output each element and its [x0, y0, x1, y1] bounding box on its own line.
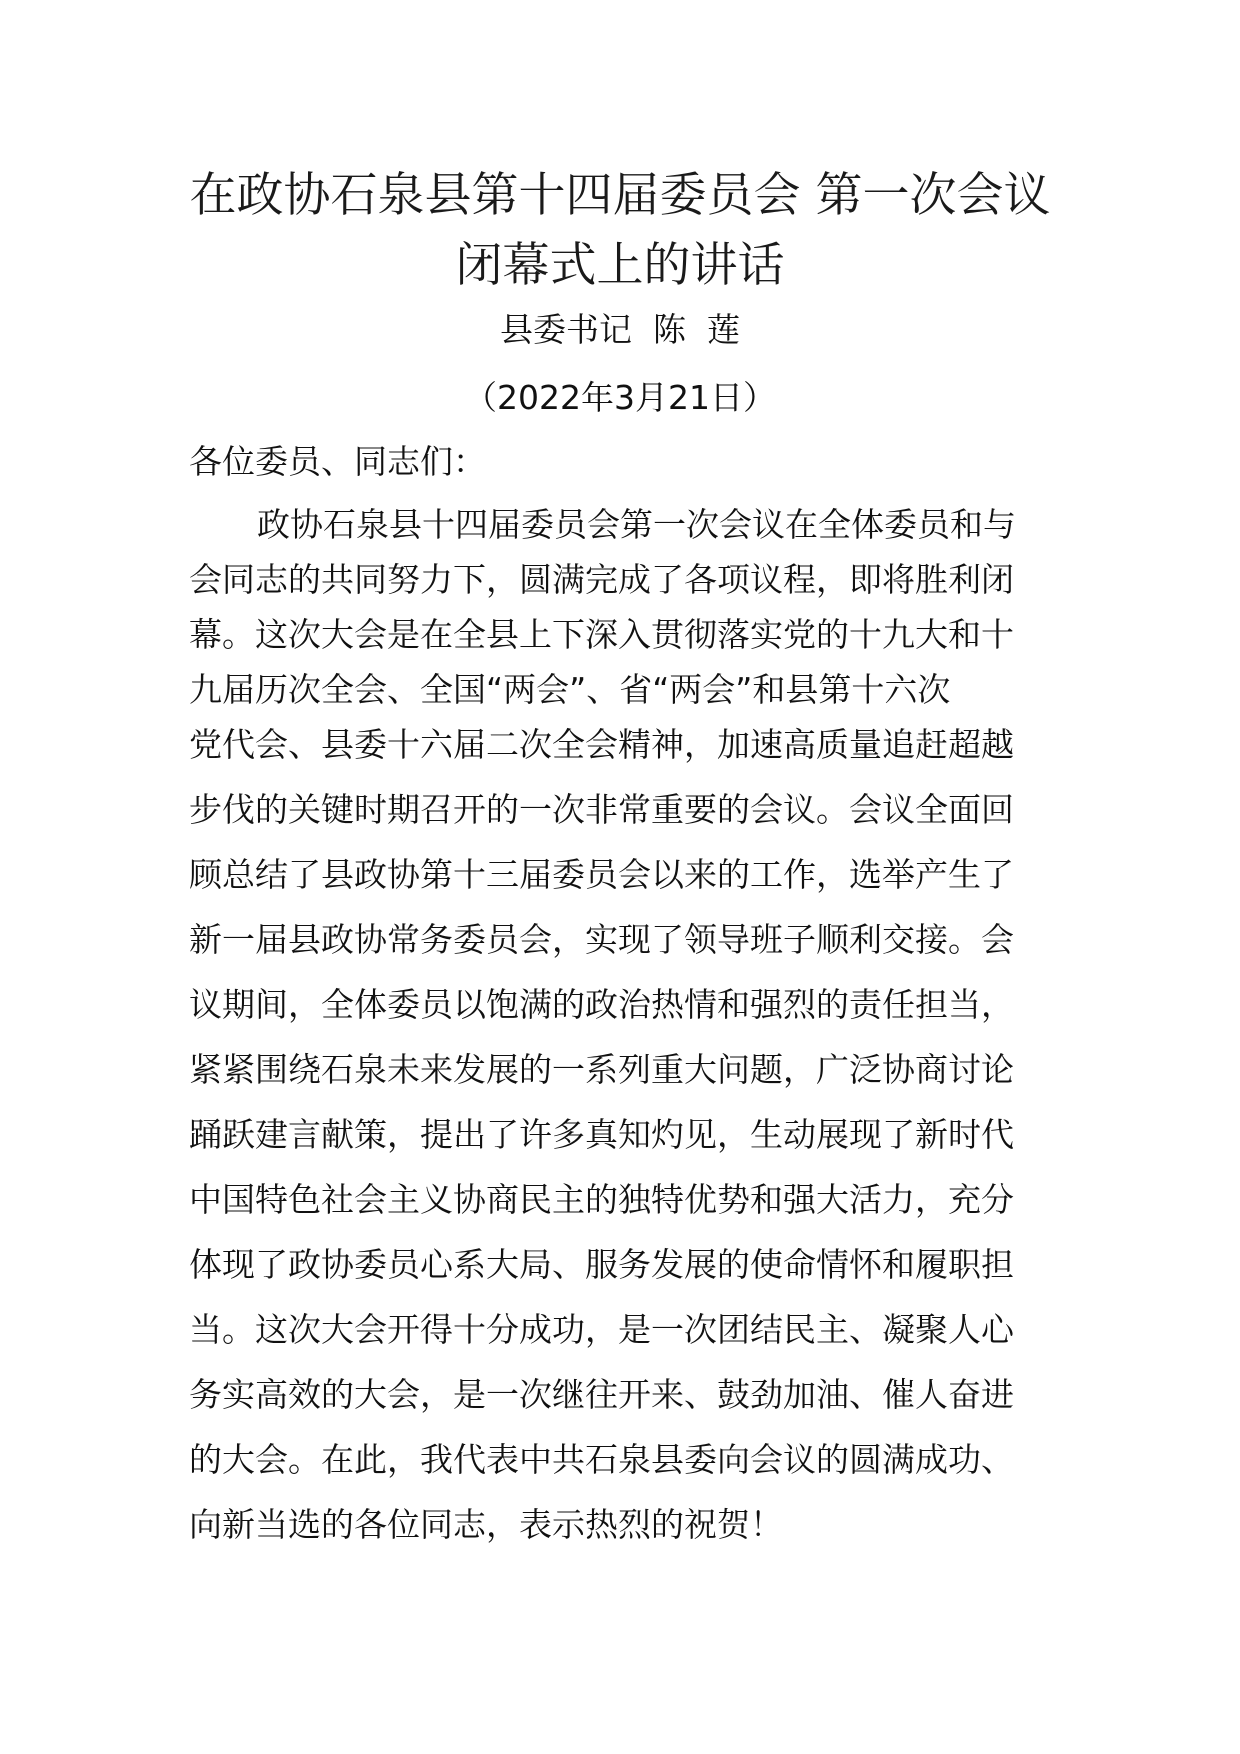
paragraph-line: 政协石泉县十四届委员会第一次会议在全体委员和与 — [257, 505, 1016, 544]
paragraph-line: 新一届县政协常务委员会，实现了领导班子顺利交接。会 — [189, 920, 1014, 959]
paragraph-line: 幕。这次大会是在全县上下深入贯彻落实党的十九大和十 — [189, 615, 1014, 654]
paragraph-line: 的大会。在此，我代表中共石泉县委向会议的圆满成功、 — [189, 1440, 1014, 1479]
document-title-line-2: 闭幕式上的讲话 — [455, 238, 785, 293]
document-title-line-1: 在政协石泉县第十四届委员会 第一次会议 — [189, 168, 1051, 223]
paragraph-line: 向新当选的各位同志，表示热烈的祝贺！ — [189, 1505, 783, 1544]
salutation: 各位委员、同志们： — [189, 442, 486, 481]
paragraph-line: 顾总结了县政协第十三届委员会以来的工作，选举产生了 — [189, 855, 1014, 894]
paragraph-line: 党代会、县委十六届二次全会精神，加速高质量追赶超越 — [189, 725, 1014, 764]
paragraph-line: 务实高效的大会，是一次继往开来、鼓劲加油、催人奋进 — [189, 1375, 1014, 1414]
paragraph-line: 紧紧围绕石泉未来发展的一系列重大问题，广泛协商讨论 — [189, 1050, 1014, 1089]
paragraph-line: 议期间，全体委员以饱满的政治热情和强烈的责任担当， — [189, 985, 1014, 1024]
paragraph-line: 体现了政协委员心系大局、服务发展的使命情怀和履职担 — [189, 1245, 1014, 1284]
speech-date: （2022年3月21日） — [464, 378, 776, 417]
speaker-byline: 县委书记 陈 莲 — [500, 310, 740, 349]
paragraph-line: 会同志的共同努力下，圆满完成了各项议程，即将胜利闭 — [189, 560, 1014, 599]
paragraph-line: 九届历次全会、全国“两会”、省“两会”和县第十六次 — [189, 670, 951, 709]
paragraph-line: 当。这次大会开得十分成功，是一次团结民主、凝聚人心 — [189, 1310, 1014, 1349]
paragraph-line: 中国特色社会主义协商民主的独特优势和强大活力，充分 — [189, 1180, 1014, 1219]
paragraph-line: 步伐的关键时期召开的一次非常重要的会议。会议全面回 — [189, 790, 1014, 829]
paragraph-line: 踊跃建言献策，提出了许多真知灼见，生动展现了新时代 — [189, 1115, 1014, 1154]
